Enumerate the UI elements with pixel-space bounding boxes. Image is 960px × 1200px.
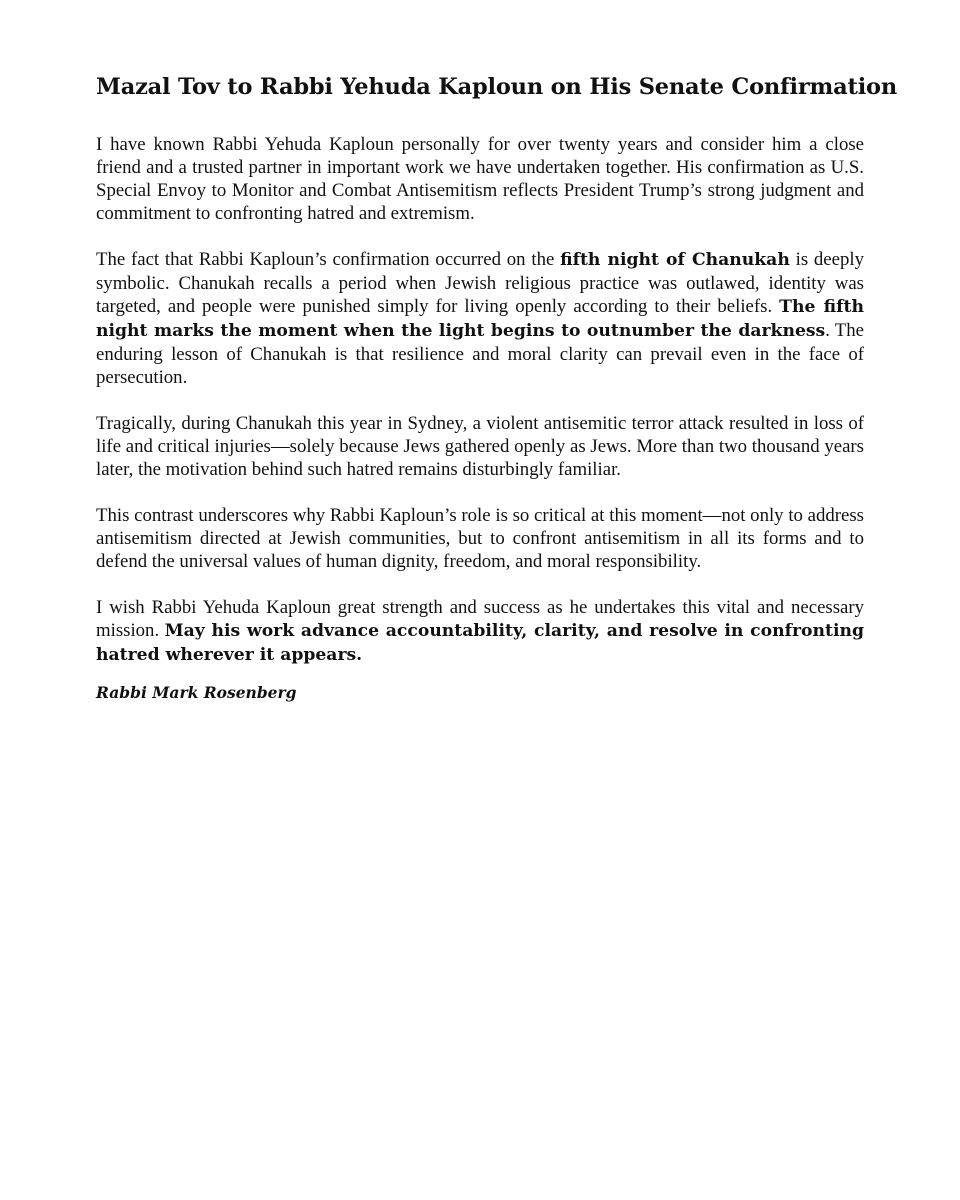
paragraph-2-text-c: . The enduring lesson of Chanukah is that resilience and moral clarity can prevail even in the face of persecution. xyxy=(96,320,864,388)
paragraph-5-bold: May his work advance accountability, clarity, and resolve in confronting hatred wherever it appears. xyxy=(96,621,864,665)
page-title: Mazal Tov to Rabbi Yehuda Kaploun on His Senate Confirmation xyxy=(96,74,898,100)
paragraph-2-text-b: is deeply symbolic. Chanukah recalls a period when Jewish religious practice was outlawed, identity was targeted, and people were punished simply for living openly according to their beliefs. xyxy=(96,249,864,317)
paragraph-2 xyxy=(96,248,864,389)
paragraph-1: I have known Rabbi Yehuda Kaploun personally for over twenty years and consider him a close friend and a trusted partner in important work we have undertaken together. His confirmation as U.S. Special Envoy to Monitor and Combat Antisemitism reflects President Trump’s strong judgment and commitment to confronting hatred and extremism. xyxy=(96,134,864,224)
paragraph-2-text-a: The fact that Rabbi Kaploun’s confirmation occurred on the xyxy=(96,249,561,270)
signature: Rabbi Mark Rosenberg xyxy=(96,683,297,702)
letter-page xyxy=(96,72,898,704)
paragraph-4: This contrast underscores why Rabbi Kaploun’s role is so critical at this moment—not only to address antisemitism directed at Jewish communities, but to confront antisemitism in all its forms and to defend the universal values of human dignity, freedom, and moral responsibility. xyxy=(96,505,864,572)
paragraph-5-text: I wish Rabbi Yehuda Kaploun great strength and success as he undertakes this vital and necessary mission. xyxy=(96,597,864,641)
paragraph-3: Tragically, during Chanukah this year in Sydney, a violent antisemitic terror attack resulted in loss of life and critical injuries—solely because Jews gathered openly as Jews. More than two thousand years later, the motivation behind such hatred remains disturbingly familiar. xyxy=(96,413,864,480)
paragraph-5 xyxy=(96,596,864,667)
paragraph-2-bold-a: fifth night of Chanukah xyxy=(560,250,790,270)
paragraph-2-bold-b: The fifth night marks the moment when the light begins to outnumber the darkness xyxy=(96,297,864,341)
